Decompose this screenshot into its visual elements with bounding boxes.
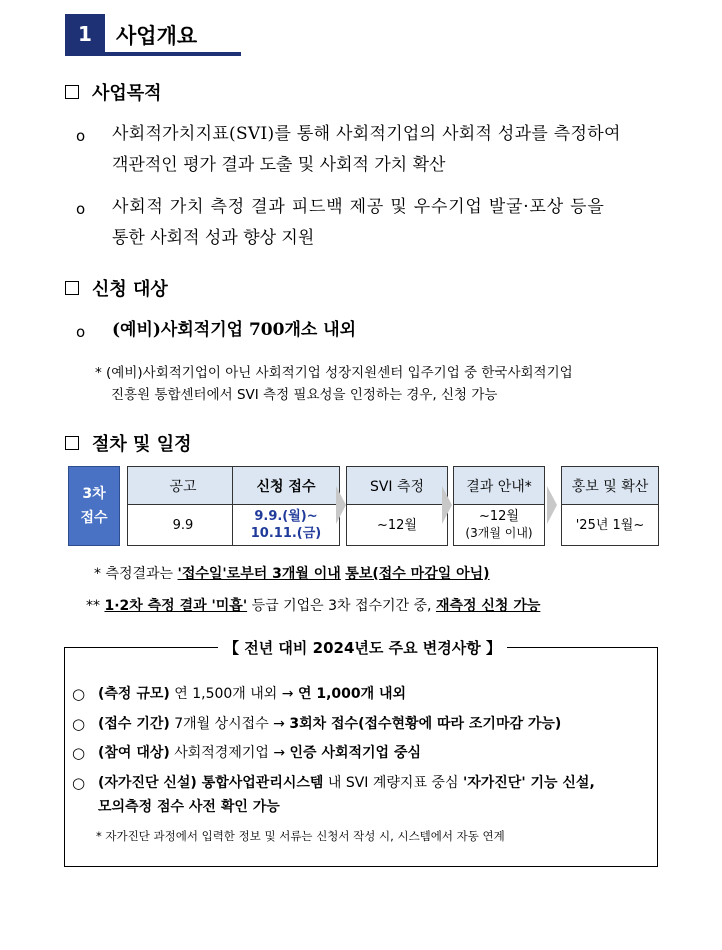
step-date <box>454 505 544 545</box>
section-number: 1 <box>65 14 105 54</box>
circle-bullet-icon: o <box>76 323 86 341</box>
purpose-item-1-line2: 객관적인 평가 결과 도출 및 사회적 가치 확산 <box>112 155 446 175</box>
purpose-heading-text: 사업목적 <box>92 83 162 104</box>
changes-title: 【 전년 대비 2024년도 주요 변경사항 】 <box>218 637 507 658</box>
chevron-right-icon <box>336 486 346 524</box>
note-text: ** <box>86 598 105 614</box>
chevron-right-icon <box>442 486 452 524</box>
circle-bullet-icon: ○ <box>72 774 86 792</box>
circle-bullet-icon: ○ <box>72 685 86 703</box>
purpose-item-1 <box>76 119 676 181</box>
change-text: 연 1,500개 내외 → <box>169 686 298 702</box>
target-item-text: (예비)사회적기업 700개소 내외 <box>112 320 357 340</box>
step-date-line2: 10.11.(금) <box>250 526 322 541</box>
purpose-heading <box>65 79 162 105</box>
change-line2: 모의측정 점수 사전 확인 가능 <box>98 799 280 815</box>
step-announcement <box>127 466 239 546</box>
step-date-line2: (3개월 이내) <box>465 526 533 540</box>
change-item-4 <box>72 771 652 819</box>
procedure-heading-text: 절차 및 일정 <box>92 434 192 455</box>
step-date: '25년 1월~ <box>575 517 645 533</box>
note-text: * 측정결과는 <box>94 566 178 582</box>
purpose-item-2 <box>76 192 676 254</box>
section-title: 사업개요 <box>116 24 198 48</box>
step-title: 홍보 및 확산 <box>562 467 658 505</box>
note-emphasis: 1·2차 측정 결과 '미흡' <box>104 598 248 614</box>
purpose-item-1-line1: 사회적가치지표(SVI)를 통해 사회적기업의 사회적 성과를 측정하여 <box>112 124 621 144</box>
procedure-note-2 <box>86 595 540 617</box>
step-result <box>453 466 545 546</box>
note-emphasis: '접수일'로부터 3개월 이내 <box>177 566 341 582</box>
change-emphasis: 3회차 접수(접수현황에 따라 조기마감 가능) <box>289 716 562 732</box>
step-title: 결과 안내* <box>454 467 544 505</box>
target-note <box>95 362 675 406</box>
circle-bullet-icon: ○ <box>72 715 86 733</box>
note-emphasis: 재측정 신청 가능 <box>435 598 541 614</box>
change-emphasis: 인증 사회적기업 중심 <box>289 745 421 761</box>
change-emphasis: '자가진단' 기능 신설, <box>462 775 595 791</box>
step-date-line1: ~12월 <box>479 509 519 524</box>
change-label: (측정 규모) <box>98 686 170 702</box>
target-heading <box>65 275 168 301</box>
change-text: 사회적경제기업 → <box>169 745 290 761</box>
change-item-3 <box>72 741 652 765</box>
change-label: (참여 대상) <box>98 745 170 761</box>
step-title: 공고 <box>128 467 238 505</box>
checkbox-square-icon <box>65 85 79 99</box>
step-title: SVI 측정 <box>347 467 447 505</box>
section-underline <box>65 52 241 56</box>
change-text: 내 SVI 계량지표 중심 <box>323 775 463 791</box>
changes-note: * 자가진단 과정에서 입력한 정보 및 서류는 신청서 작성 시, 시스템에서 자동 연계 <box>96 829 505 843</box>
target-note-line1: * (예비)사회적기업이 아닌 사회적기업 성장지원센터 입주기업 중 한국사회적기업 <box>95 365 573 381</box>
step-date-line1: 9.9.(월)~ <box>254 509 318 524</box>
round-line1: 3차 <box>82 486 106 502</box>
step-promotion <box>561 466 659 546</box>
chevron-right-icon <box>547 486 557 524</box>
round-badge <box>68 466 120 546</box>
procedure-note-1 <box>94 563 490 585</box>
step-date: 9.9 <box>172 517 194 533</box>
circle-bullet-icon: o <box>76 200 86 218</box>
change-item-2 <box>72 712 652 736</box>
change-emphasis: 통합사업관리시스템 <box>196 775 324 791</box>
circle-bullet-icon: ○ <box>72 744 86 762</box>
target-heading-text: 신청 대상 <box>92 279 168 300</box>
change-label: (접수 기간) <box>98 716 170 732</box>
change-label: (자가진단 신설) <box>98 775 197 791</box>
purpose-item-2-line1: 사회적 가치 측정 결과 피드백 제공 및 우수기업 발굴·포상 등을 <box>112 197 605 217</box>
step-application <box>232 466 340 546</box>
checkbox-square-icon <box>65 436 79 450</box>
change-item-1 <box>72 682 652 706</box>
round-line2: 접수 <box>80 510 108 526</box>
change-emphasis: 연 1,000개 내외 <box>297 686 407 702</box>
note-emphasis: 통보(접수 마감일 아님) <box>345 566 490 582</box>
procedure-heading <box>65 430 191 456</box>
note-text: 등급 기업은 3차 접수기간 중, <box>247 598 436 614</box>
circle-bullet-icon: o <box>76 127 86 145</box>
step-measurement <box>346 466 448 546</box>
checkbox-square-icon <box>65 281 79 295</box>
change-text: 7개월 상시접수 → <box>169 716 290 732</box>
step-title: 신청 접수 <box>233 467 339 505</box>
step-date: ~12월 <box>377 517 417 533</box>
step-date <box>233 505 339 545</box>
purpose-item-2-line2: 통한 사회적 성과 향상 지원 <box>112 228 315 248</box>
target-note-line2: 진흥원 통합센터에서 SVI 측정 필요성을 인정하는 경우, 신청 가능 <box>111 387 498 403</box>
target-item <box>76 315 676 346</box>
